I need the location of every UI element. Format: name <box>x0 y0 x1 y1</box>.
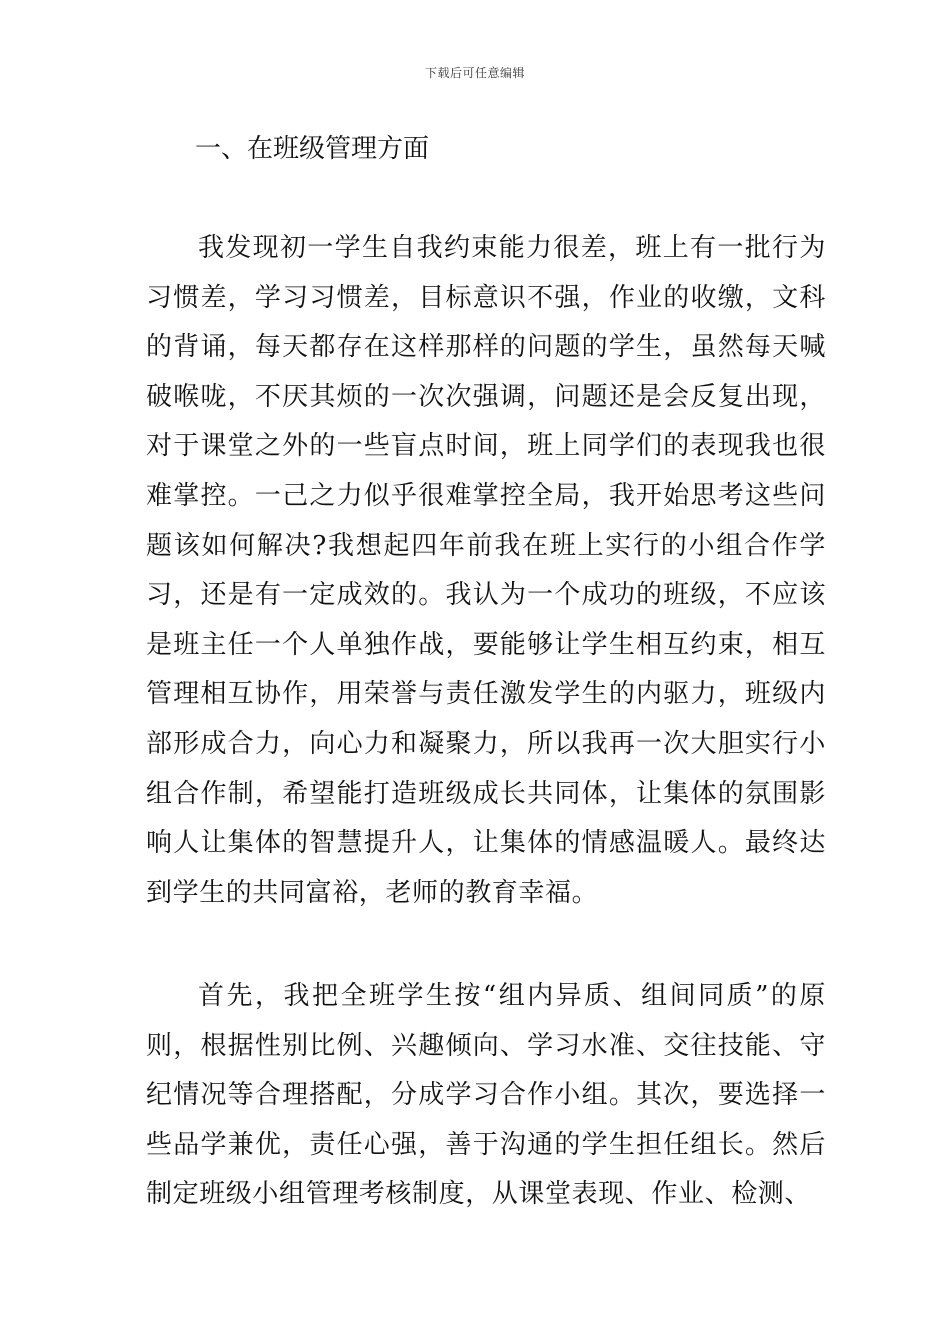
paragraph-class-management: 我发现初一学生自我约束能力很差，班上有一批行为习惯差，学习习惯差，目标意识不强，作业的收缴，文科的背诵，每天都存在这样那样的问题的学生，虽然每天喊破喉咙，不厌其烦的一次次强调，问题还是会反复出现，对于课堂之外的一些盲点时间，班上同学们的表现我也很难掌控。一己之力似乎很难掌控全局，我开始思考这些问题该如何解决?我想起四年前我在班上实行的小组合作学习，还是有一定成效的。我认为一个成功的班级，不应该是班主任一个人单独作战，要能够让学生相互约束，相互管理相互协作，用荣誉与责任激发学生的内驱力，班级内部形成合力，向心力和凝聚力，所以我再一次大胆实行小组合作制，希望能打造班级成长共同体，让集体的氛围影响人让集体的智慧提升人，让集体的情感温暖人。最终达到学生的共同富裕，老师的教育幸福。 <box>146 233 826 908</box>
section-heading: 一、在班级管理方面 <box>195 134 430 164</box>
page-header-note: 下载后可任意编辑 <box>424 66 525 80</box>
paragraph-group-setup: 首先，我把全班学生按“组内异质、组间同质”的原则，根据性别比例、兴趣倾向、学习水准、交往技能、守纪情况等合理搭配，分成学习合作小组。其次，要选择一些品学兼优，责任心强，善于沟通的学生担任组长。然后制定班级小组管理考核制度，从课堂表现、作业、检测、 <box>146 981 826 1210</box>
